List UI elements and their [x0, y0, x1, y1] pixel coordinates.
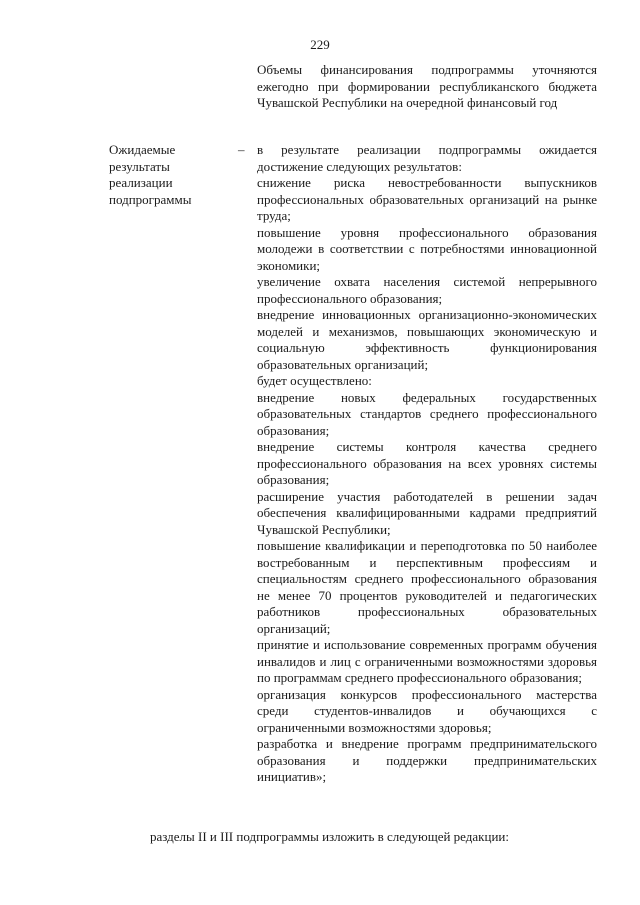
result-item: снижение риска невостребованности выпускников профессиональных образовательных организаций на рынке труда; [257, 175, 597, 223]
result-item: внедрение новых федеральных государственных образовательных стандартов среднего профессионального образования; [257, 389, 597, 438]
result-item: увеличение охвата населения системой непрерывного профессионального образования; [257, 274, 597, 306]
result-item: разработка и внедрение программ предпринимательского образования и поддержки предпринимательских инициатив»; [257, 736, 597, 784]
result-item: будет осуществлено: [257, 373, 372, 388]
expected-results-list [257, 142, 597, 786]
result-item: расширение участия работодателей в решении задач обеспечения квалифицированными кадрами предприятий Чувашской Республики; [257, 488, 597, 537]
result-item: в результате реализации подпрограммы ожидается достижение следующих результатов: [257, 142, 597, 174]
result-item: организация конкурсов профессионального мастерства среди студентов-инвалидов и обучающихся с ограниченными возможностями здоровья; [257, 686, 597, 735]
result-item: внедрение системы контроля качества среднего профессионального образования на всех уровнях системы образования; [257, 439, 597, 487]
expected-results-label: Ожидаемые результаты реализации подпрограммы [109, 142, 192, 207]
page-number: 229 [310, 37, 330, 52]
result-item: повышение квалификации и переподготовка по 50 наиболее востребованным и перспективным профессиям и специальностям среднего профессионального образования не менее 70 процентов руководителей и педагогических работников профессиональных образовательных организаций; [257, 538, 597, 636]
amendment-instruction: разделы II и III подпрограммы изложить в следующей редакции: [150, 829, 509, 844]
financing-note: Объемы финансирования подпрограммы уточняются ежегодно при формировании республиканского бюджета Чувашской Республики на очередной финансовый год [257, 62, 597, 110]
result-item: принятие и использование современных программ обучения инвалидов и лиц с ограниченными возможностями здоровья по программам среднего профессионального образования; [257, 637, 597, 685]
result-item: внедрение инновационных организационно-экономических моделей и механизмов, повышающих экономическую и социальную эффективность функционирования образовательных организаций; [257, 307, 597, 372]
separator-dash: – [238, 142, 245, 157]
result-item: повышение уровня профессионального образования молодежи в соответствии с потребностями инновационной экономики; [257, 224, 597, 273]
